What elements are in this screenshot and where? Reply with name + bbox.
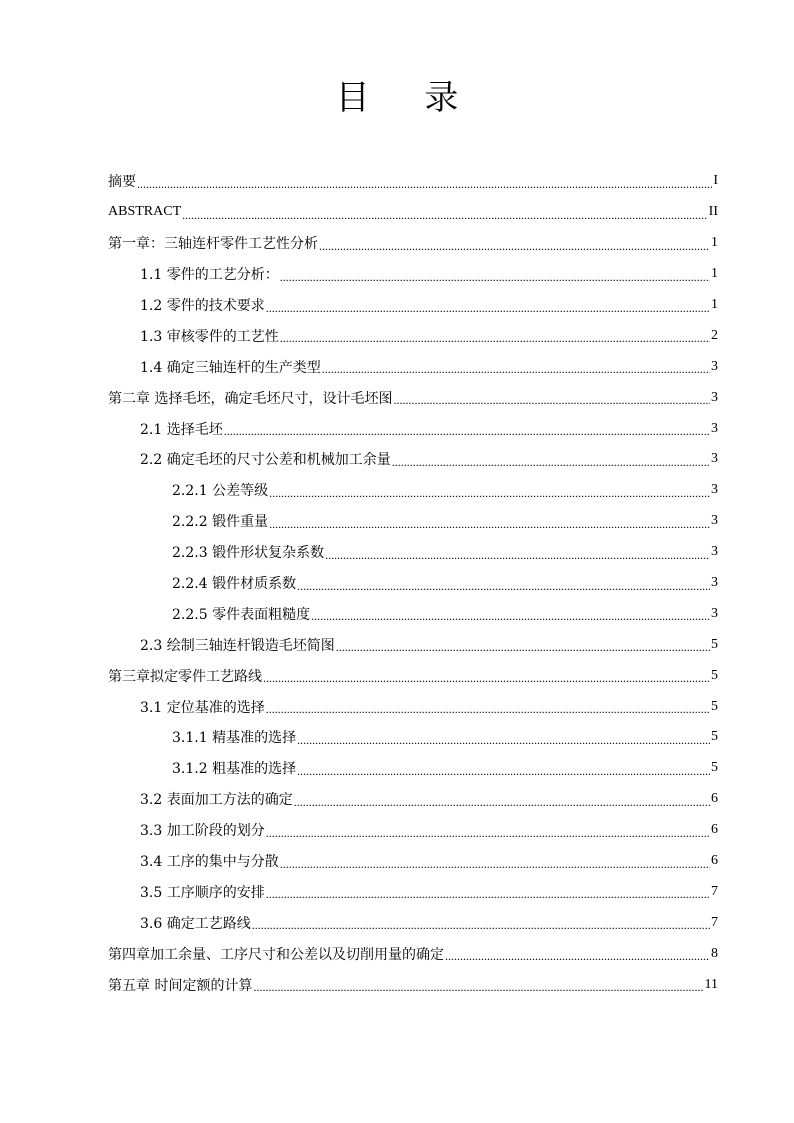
toc-entry-chapter-3[interactable] [108,660,718,691]
toc-entry-section-3-1-1[interactable] [108,722,718,753]
toc-page-number: 1 [711,235,718,251]
toc-dot-leader [445,949,710,964]
toc-entry-label: 2.2.2 锻件重量 [172,514,269,531]
toc-entry-label: 3.1.2 粗基准的选择 [172,761,297,778]
toc-page-number: 6 [711,853,718,869]
toc-dot-leader [269,486,710,501]
toc-dot-leader [266,887,710,902]
toc-dot-leader [253,980,703,995]
toc-dot-leader [297,733,710,748]
toc-entry-section-2-2-5[interactable] [108,598,718,629]
toc-entry-chapter-2[interactable] [108,382,718,413]
toc-page-number: 6 [711,822,718,838]
toc-dot-leader [269,517,710,532]
toc-entry-label: 第二章 选择毛坯，确定毛坯尺寸，设计毛坯图 [108,390,393,407]
toc-page-number: 7 [711,883,718,899]
toc-page-number: 5 [711,698,718,714]
toc-entry-section-3-1[interactable] [108,691,718,722]
toc-entry-label: 2.1 选择毛坯 [140,421,223,438]
toc-dot-leader [280,270,710,285]
toc-dot-leader [294,795,710,810]
toc-dot-leader [263,671,710,686]
toc-dot-leader [280,331,710,346]
toc-page-number: 5 [711,760,718,776]
toc-entry-label: 3.6 确定工艺路线 [140,915,251,932]
toc-entry-section-3-4[interactable] [108,846,718,877]
toc-entry-chapter-4[interactable] [108,938,718,969]
toc-entry-label: 2.2.1 公差等级 [172,483,269,500]
toc-page-number: 11 [704,976,718,992]
toc-page-number: 8 [711,945,718,961]
toc-entry-label: 2.2.5 零件表面粗糙度 [172,606,311,623]
page-title: 目 录 [335,78,481,118]
toc-dot-leader [182,208,708,223]
toc-entry-section-2-2[interactable] [108,444,718,475]
toc-dot-leader [224,424,710,439]
toc-page-number: 3 [711,513,718,529]
toc-entry-section-2-2-1[interactable] [108,475,718,506]
toc-dot-leader [311,609,710,624]
toc-entry-label: 3.1 定位基准的选择 [140,699,265,716]
toc-dot-leader [252,918,710,933]
toc-entry-label: 2.2.3 锻件形状复杂系数 [172,545,325,562]
toc-page-number: 5 [711,667,718,683]
toc-entry-label: 1.1 零件的工艺分析： [140,267,279,284]
toc-entry-label: 3.5 工序顺序的安排 [140,884,265,901]
toc-entry-label: 1.4 确定三轴连杆的生产类型 [140,359,321,376]
toc-dot-leader [266,301,710,316]
toc-entry-section-2-2-2[interactable] [108,506,718,537]
toc-entry-label: 2.2.4 锻件材质系数 [172,576,297,593]
toc-dot-leader [297,764,710,779]
toc-dot-leader [266,702,710,717]
toc-entry-label: 第一章：三轴连杆零件工艺性分析 [108,236,318,253]
toc-page-number: 3 [711,605,718,621]
toc-entry-section-3-6[interactable] [108,907,718,938]
toc-dot-leader [392,455,710,470]
table-of-contents [108,166,718,1000]
toc-entry-label: 第五章 时间定额的计算 [108,977,253,994]
toc-entry-label: ABSTRACT [108,204,182,220]
toc-dot-leader [325,548,710,563]
toc-entry-label: 3.4 工序的集中与分散 [140,854,279,871]
toc-entry-section-2-3[interactable] [108,629,718,660]
toc-page-number: 1 [711,297,718,312]
toc-page-number: 7 [711,914,718,930]
toc-entry-chapter-1[interactable] [108,228,718,259]
toc-page-number: 3 [711,575,718,591]
toc-entry-label: 第四章加工余量、工序尺寸和公差以及切削用量的确定 [108,946,444,963]
toc-page-number: I [713,173,718,189]
toc-page-number: 2 [711,327,718,343]
toc-dot-leader [336,640,710,655]
toc-entry-label: 3.1.1 精基准的选择 [172,730,297,747]
toc-dot-leader [322,362,710,377]
toc-page-number: 3 [711,544,718,560]
toc-dot-leader [297,579,710,594]
toc-entry-label: 3.3 加工阶段的划分 [140,823,265,840]
toc-page-number: 1 [711,266,718,282]
toc-dot-leader [319,239,710,254]
toc-entry-label: 2.3 绘制三轴连杆锻造毛坯简图 [140,637,335,654]
toc-page-number: 5 [711,729,718,745]
toc-page-number: 5 [711,636,718,652]
toc-dot-leader [393,393,710,408]
toc-page-number: 3 [711,420,718,436]
toc-page-number: 3 [711,389,718,405]
toc-entry-abstract-cn[interactable] [108,166,718,197]
toc-entry-chapter-5[interactable] [108,969,718,1000]
toc-entry-section-3-2[interactable] [108,784,718,815]
toc-page-number: II [708,204,718,220]
toc-entry-section-3-5[interactable] [108,876,718,907]
toc-entry-section-1-3[interactable] [108,320,718,351]
toc-entry-section-3-3[interactable] [108,815,718,846]
toc-entry-label: 1.3 审核零件的工艺性 [140,328,279,345]
toc-entry-section-2-2-3[interactable] [108,537,718,568]
toc-dot-leader [280,857,710,872]
toc-entry-label: 3.2 表面加工方法的确定 [140,792,293,809]
toc-entry-abstract-en[interactable] [108,197,718,228]
toc-entry-label: 第三章拟定零件工艺路线 [108,668,262,685]
toc-dot-leader [137,177,712,192]
toc-entry-label: 2.2 确定毛坯的尺寸公差和机械加工余量 [140,452,391,469]
toc-page-number: 6 [711,791,718,807]
toc-entry-label: 1.2 零件的技术要求 [140,298,265,314]
toc-page-number: 3 [711,358,718,374]
toc-entry-label: 摘要 [108,174,136,191]
toc-page-number: 3 [711,482,718,498]
toc-page-number: 3 [711,451,718,467]
toc-dot-leader [266,826,710,841]
toc-entry-section-1-4[interactable] [108,351,718,382]
toc-entry-section-1-2[interactable] [108,290,718,321]
toc-entry-section-3-1-2[interactable] [108,753,718,784]
toc-entry-section-2-2-4[interactable] [108,568,718,599]
toc-entry-section-1-1[interactable] [108,259,718,290]
toc-entry-section-2-1[interactable] [108,413,718,444]
